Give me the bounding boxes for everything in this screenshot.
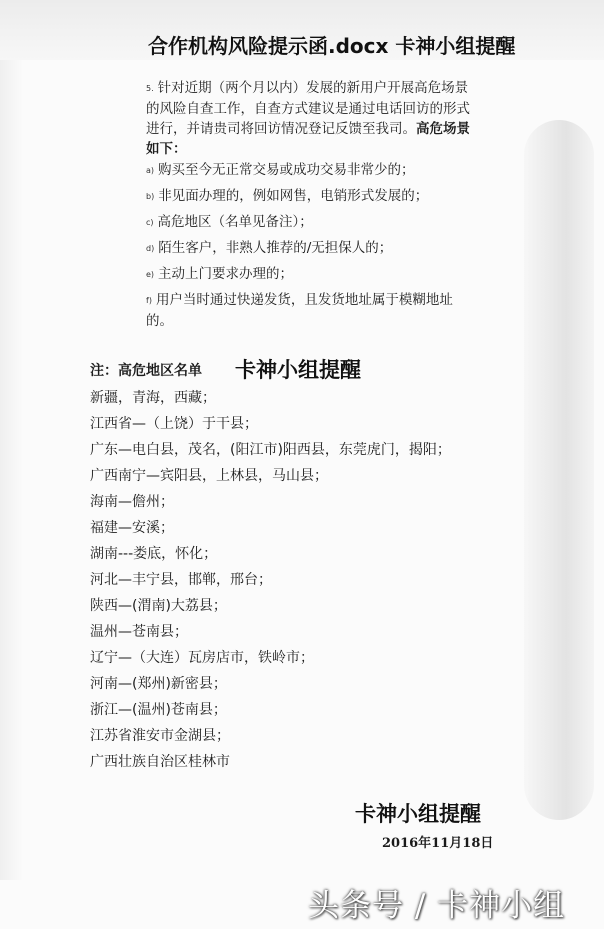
scene-e [146, 264, 476, 285]
scene-label: c) [146, 218, 154, 227]
scene-label: a) [146, 166, 155, 175]
item-5-text: 针对近期（两个月以内）发展的新用户开展高危场景的风险自查工作，自查方式建议是通过电话回访的形式进行，并请贵司将回访情况登记反馈至我司。 [146, 80, 470, 137]
region-item: 广西南宁—宾阳县，上林县，马山县； [90, 468, 328, 484]
region-item: 河北—丰宁县，邯郸，邢台； [90, 572, 272, 588]
region-item: 温州—苍南县； [90, 624, 188, 640]
scene-label: f) [146, 296, 152, 305]
watermark-text: 卡神小组提醒 [235, 358, 361, 382]
scene-text: 非见面办理的，例如网售，电销形式发展的； [158, 188, 429, 204]
scenes-heading: 高危场景如下： [146, 121, 470, 157]
scene-c [146, 212, 476, 233]
region-item: 江苏省淮安市金湖县； [90, 728, 230, 744]
signature-watermark: 卡神小组提醒 [355, 802, 481, 826]
region-item: 陕西—(渭南)大荔县； [90, 598, 227, 614]
region-item: 广西壮族自治区桂林市 [90, 754, 230, 770]
region-item: 浙江—(温州)苍南县； [90, 702, 227, 718]
notice-item-5 [146, 78, 476, 159]
scene-text: 购买至今无正常交易或成功交易非常少的； [158, 162, 415, 178]
scan-smear-right [524, 120, 594, 820]
document-date: 2016年11月18日 [382, 836, 494, 851]
region-item: 广东—电白县，茂名，(阳江市)阳西县，东莞虎门，揭阳； [90, 442, 451, 458]
region-item: 新疆，青海，西藏； [90, 390, 216, 406]
scan-shadow-left [0, 60, 22, 880]
region-item: 福建—安溪； [90, 520, 174, 536]
scene-text: 主动上门要求办理的； [158, 266, 294, 282]
item-number: 5. [146, 84, 154, 93]
source-watermark: 头条号 / 卡神小组 [308, 888, 566, 924]
scene-d [146, 238, 476, 259]
scene-f [146, 290, 476, 331]
regions-heading: 注：高危地区名单 [90, 363, 202, 379]
scene-text: 高危地区（名单见备注）； [157, 214, 313, 230]
scene-text: 陌生客户，非熟人推荐的/无担保人的； [158, 240, 393, 256]
region-item: 海南—儋州； [90, 494, 174, 510]
scene-label: b) [146, 192, 155, 201]
scene-b [146, 186, 476, 207]
region-item: 湖南---娄底，怀化； [90, 546, 218, 562]
region-item: 河南—(郑州)新密县； [90, 676, 227, 692]
document-title: 合作机构风险提示函.docx 卡神小组提醒 [148, 34, 516, 58]
scene-text: 用户当时通过快递发货，且发货地址属于模糊地址的。 [146, 292, 453, 329]
region-list [90, 388, 480, 778]
region-item: 辽宁—（大连）瓦房店市，铁岭市； [90, 650, 314, 666]
scene-label: d) [146, 244, 155, 253]
scene-label: e) [146, 270, 155, 279]
region-item: 江西省—（上饶）于干县； [90, 416, 258, 432]
scene-a [146, 160, 476, 181]
